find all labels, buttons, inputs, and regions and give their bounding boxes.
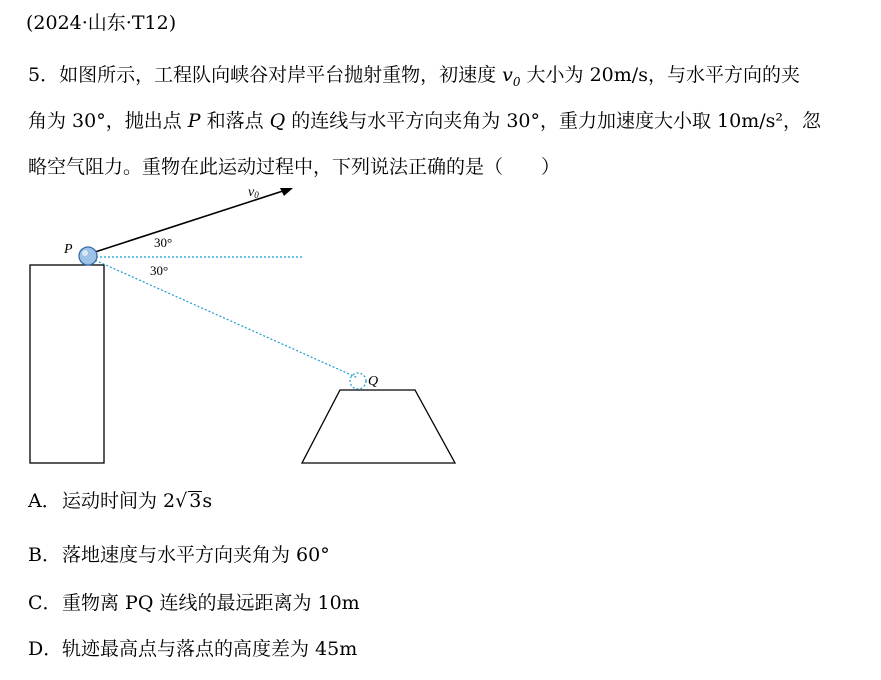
label-q: Q bbox=[368, 374, 379, 389]
question-number: 5． bbox=[28, 64, 60, 86]
option-letter: B． bbox=[28, 544, 61, 566]
projectile-diagram bbox=[0, 170, 881, 470]
option-letter: D． bbox=[28, 638, 63, 660]
option-b[interactable]: B．落地速度与水平方向夹角为 60° bbox=[28, 540, 330, 567]
sqrt-symbol: √ bbox=[175, 490, 188, 512]
option-a[interactable]: A．运动时间为 2√ 3s bbox=[28, 486, 212, 513]
pq-line bbox=[88, 257, 358, 378]
point-q-text: Q bbox=[269, 110, 286, 132]
label-v0: v0 bbox=[248, 185, 259, 200]
radicand: 3 bbox=[189, 490, 202, 512]
option-letter: C． bbox=[28, 592, 62, 614]
v0-symbol: v bbox=[502, 64, 513, 86]
label-p: P bbox=[64, 242, 73, 257]
ball-p bbox=[79, 247, 97, 265]
option-letter: A． bbox=[28, 490, 61, 512]
angle-label-lower: 30° bbox=[150, 263, 169, 278]
option-c[interactable]: C．重物离 PQ 连线的最远距离为 10m bbox=[28, 588, 360, 615]
platform-right bbox=[302, 390, 455, 463]
cliff-left bbox=[30, 265, 104, 463]
option-d[interactable]: D．轨迹最高点与落点的高度差为 45m bbox=[28, 634, 357, 661]
point-p-text: P bbox=[187, 110, 201, 132]
question-line-1: 5．如图所示，工程队向峡谷对岸平台抛射重物，初速度 $v_0$ 大小为 20m/s，与水平方向的夹 bbox=[28, 64, 800, 89]
source-tag: (2024·山东·T12) bbox=[26, 12, 177, 34]
question-line-2: 角为 30°，抛出点 P 和落点 Q 的连线与水平方向夹角为 30°，重力加速度大小取 10m/s²，忽 bbox=[28, 110, 821, 132]
angle-label-upper: 30° bbox=[154, 235, 173, 250]
question-line-3: 略空气阻力。重物在此运动过程中，下列说法正确的是（ ） bbox=[28, 156, 561, 178]
